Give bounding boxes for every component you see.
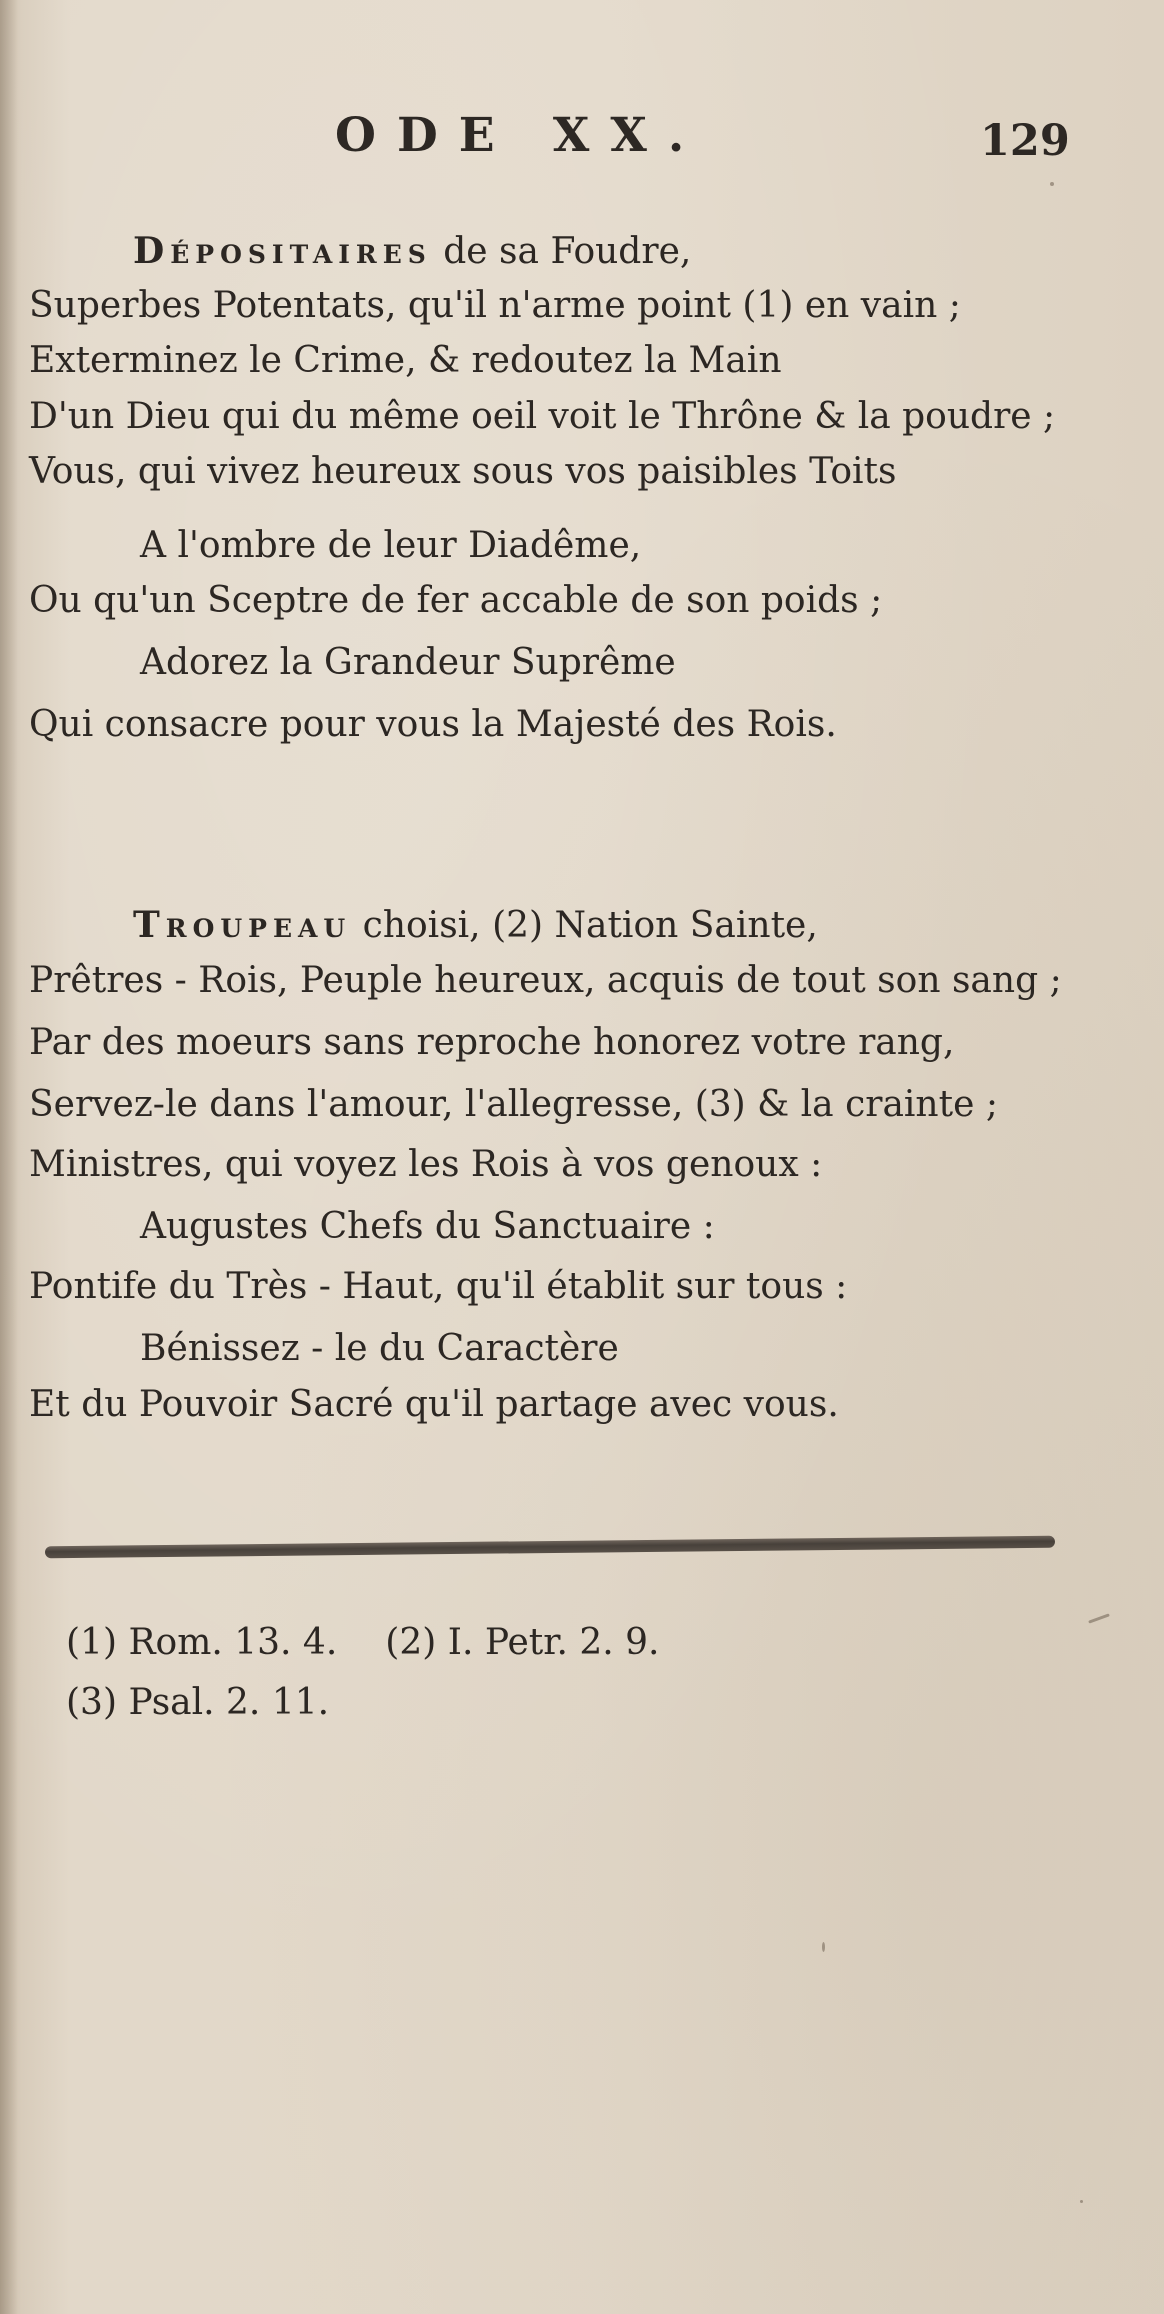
ode-title: ODE XX. (335, 108, 706, 163)
stanza-1-line-1 (133, 232, 691, 271)
footnote-separator-rule (45, 1536, 1055, 1559)
page-number: 129 (980, 116, 1070, 166)
stanza-1-line-1-text: de sa Foudre, (443, 231, 692, 272)
stanza-1-lead-word: Dépositaires (133, 230, 432, 272)
paper-speck (1050, 182, 1054, 186)
stanza-1-line-3: Exterminez le Crime, & redoutez la Main (29, 340, 782, 381)
paper-speck (822, 1942, 825, 1952)
paper-speck (1088, 1613, 1110, 1623)
stanza-2-line-5: Ministres, qui voyez les Rois à vos genoux : (29, 1144, 823, 1185)
stanza-2-line-6: Augustes Chefs du Sanctuaire : (140, 1206, 715, 1247)
footnote-line-2 (66, 1682, 329, 1723)
paper-speck (1080, 2200, 1083, 2203)
footnote-1: (1) Rom. 13. 4. (66, 1622, 338, 1663)
stanza-1-line-8: Adorez la Grandeur Suprême (140, 642, 676, 683)
stanza-2-line-3: Par des moeurs sans reproche honorez votre rang, (29, 1022, 955, 1063)
stanza-1-line-6: A l'ombre de leur Diadême, (140, 525, 642, 566)
stanza-2-line-1-text: choisi, (2) Nation Sainte, (362, 905, 818, 946)
binding-gutter-shadow (0, 0, 18, 2314)
stanza-2-line-1 (133, 906, 818, 945)
footnote-2: (2) I. Petr. 2. 9. (385, 1622, 660, 1663)
stanza-1-line-2: Superbes Potentats, qu'il n'arme point (1) en vain ; (29, 285, 961, 326)
stanza-1-line-7: Ou qu'un Sceptre de fer accable de son poids ; (29, 580, 883, 621)
footnote-line-1 (66, 1622, 660, 1663)
stanza-1-line-4: D'un Dieu qui du même oeil voit le Thrône & la poudre ; (29, 396, 1056, 437)
stanza-1-line-9: Qui consacre pour vous la Majesté des Rois. (29, 704, 837, 745)
stanza-2-line-8: Bénissez - le du Caractère (140, 1328, 619, 1369)
stanza-2-line-9: Et du Pouvoir Sacré qu'il partage avec vous. (29, 1384, 839, 1425)
stanza-2-line-4: Servez-le dans l'amour, l'allegresse, (3) & la crainte ; (29, 1084, 998, 1125)
stanza-2-lead-word: Troupeau (133, 904, 352, 946)
footnote-3: (3) Psal. 2. 11. (66, 1682, 330, 1723)
stanza-2-line-2: Prêtres - Rois, Peuple heureux, acquis de tout son sang ; (29, 960, 1062, 1001)
stanza-2-line-7: Pontife du Très - Haut, qu'il établit sur tous : (29, 1266, 848, 1307)
stanza-1-line-5: Vous, qui vivez heureux sous vos paisibles Toits (29, 451, 897, 492)
